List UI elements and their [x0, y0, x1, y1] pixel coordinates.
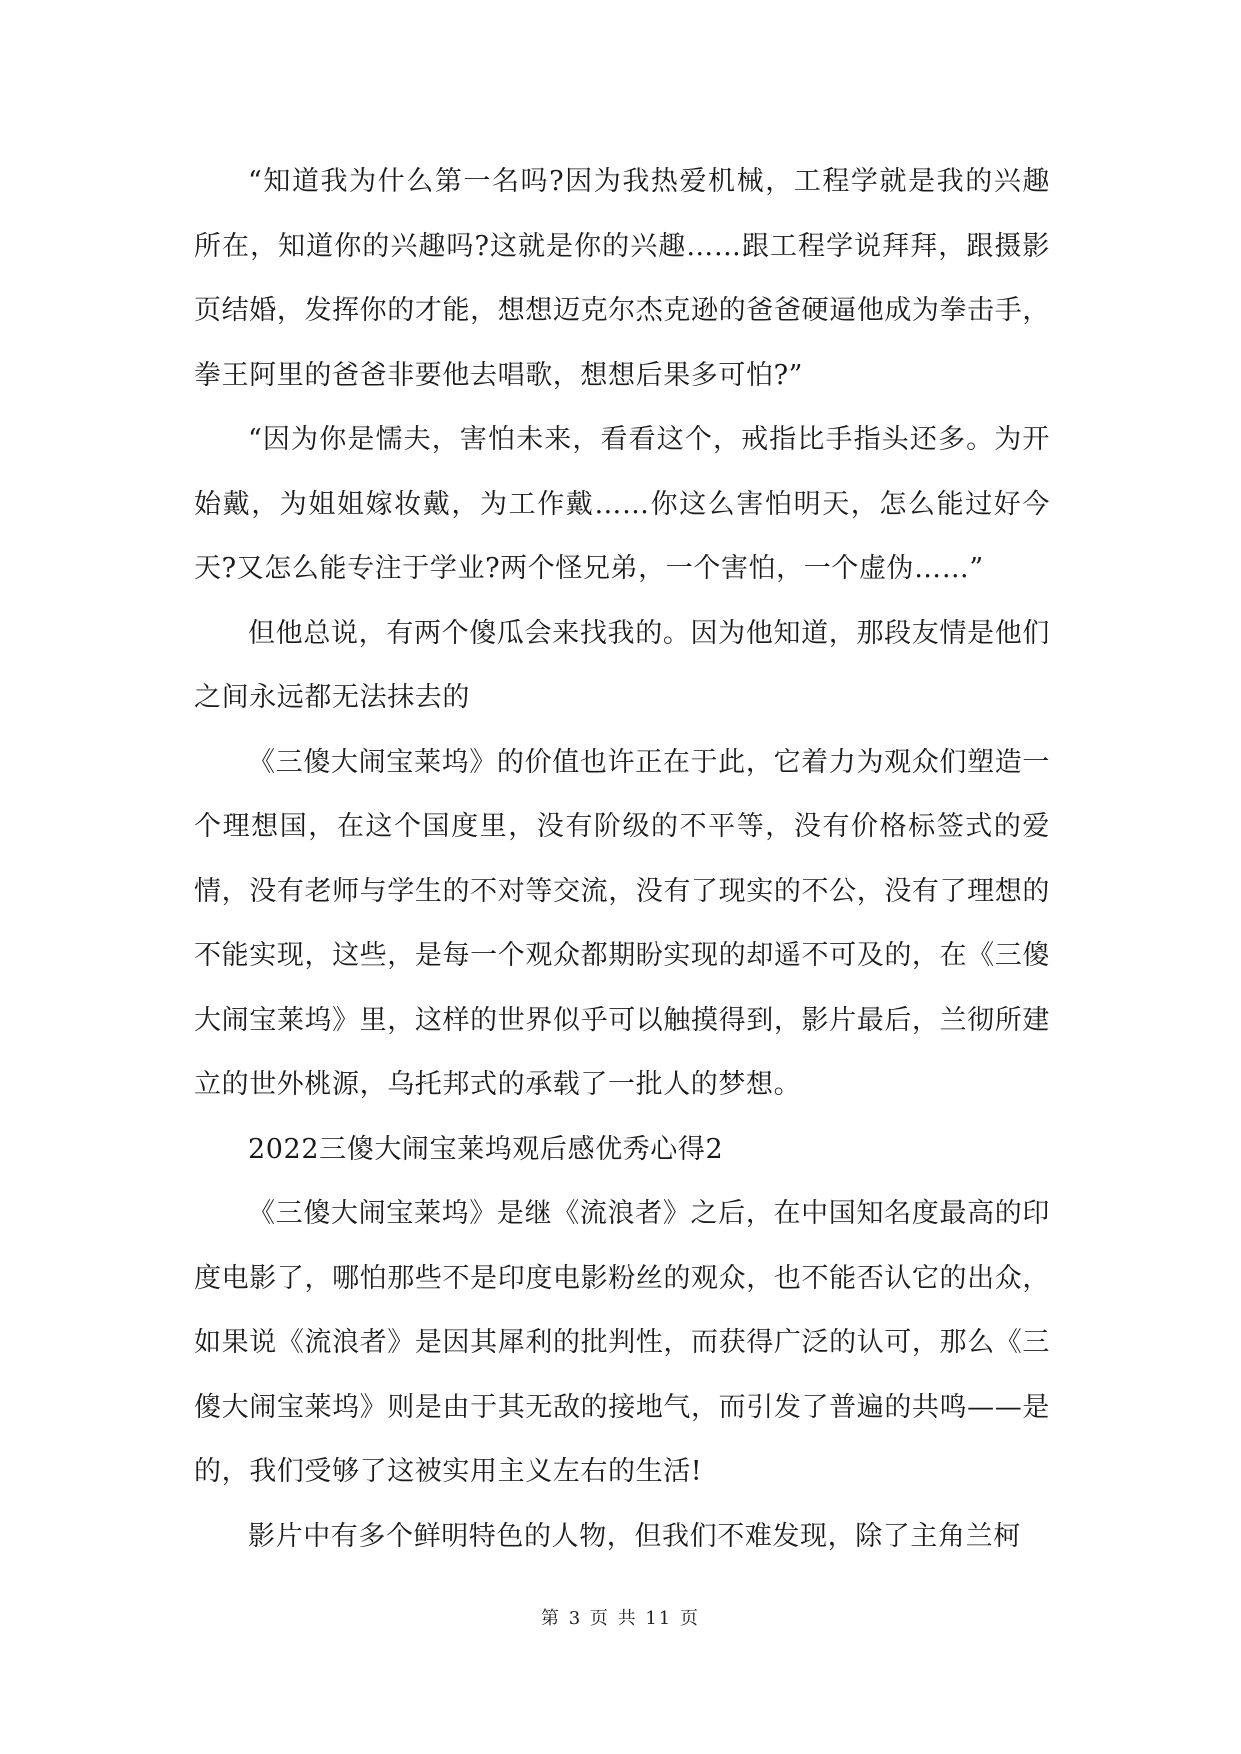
section-heading: 2022三傻大闹宝莱坞观后感优秀心得2: [248, 1133, 724, 1165]
document-body: [194, 150, 1050, 1569]
paragraph-quote-interest: “知道我为什么第一名吗?因为我热爱机械，工程学就是我的兴趣所在，知道你的兴趣吗?这就是你的兴趣……跟工程学说拜拜，跟摄影页结婚，发挥你的才能，想想迈克尔杰克逊的爸爸硬逼他成为拳击手，拳王阿里的爸爸非要他去唱歌，想想后果多可怕?”: [194, 166, 1050, 391]
paragraph-utopia: 《三傻大闹宝莱坞》的价值也许正在于此，它着力为观众们塑造一个理想国，在这个国度里，没有阶级的不平等，没有价格标签式的爱情，没有老师与学生的不对等交流，没有了现实的不公，没有了理想的不能实现，这些，是每一个观众都期盼实现的却遥不可及的，在《三傻大闹宝莱坞》里，这样的世界似乎可以触摸得到，影片最后，兰彻所建立的世外桃源，乌托邦式的承载了一批人的梦想。: [194, 746, 1050, 1100]
page-number-footer: 第 3 页 共 11 页: [541, 1608, 700, 1629]
paragraph-characters: 影片中有多个鲜明特色的人物，但我们不难发现，除了主角兰柯: [248, 1520, 1021, 1552]
paragraph-popularity: 《三傻大闹宝莱坞》是继《流浪者》之后，在中国知名度最高的印度电影了，哪怕那些不是印度电影粉丝的观众，也不能否认它的出众，如果说《流浪者》是因其犀利的批判性，而获得广泛的认可，那么《三傻大闹宝莱坞》则是由于其无敌的接地气，而引发了普遍的共鸣——是的，我们受够了这被实用主义左右的生活!: [194, 1198, 1050, 1487]
paragraph-friendship: 但他总说，有两个傻瓜会来找我的。因为他知道，那段友情是他们之间永远都无法抹去的: [194, 617, 1050, 713]
paragraph-quote-coward: “因为你是懦夫，害怕未来，看看这个，戒指比手指头还多。为开始戴，为姐姐嫁妆戴，为工作戴……你这么害怕明天，怎么能过好今天?又怎么能专注于学业?两个怪兄弟，一个害怕，一个虚伪……”: [194, 424, 1050, 584]
